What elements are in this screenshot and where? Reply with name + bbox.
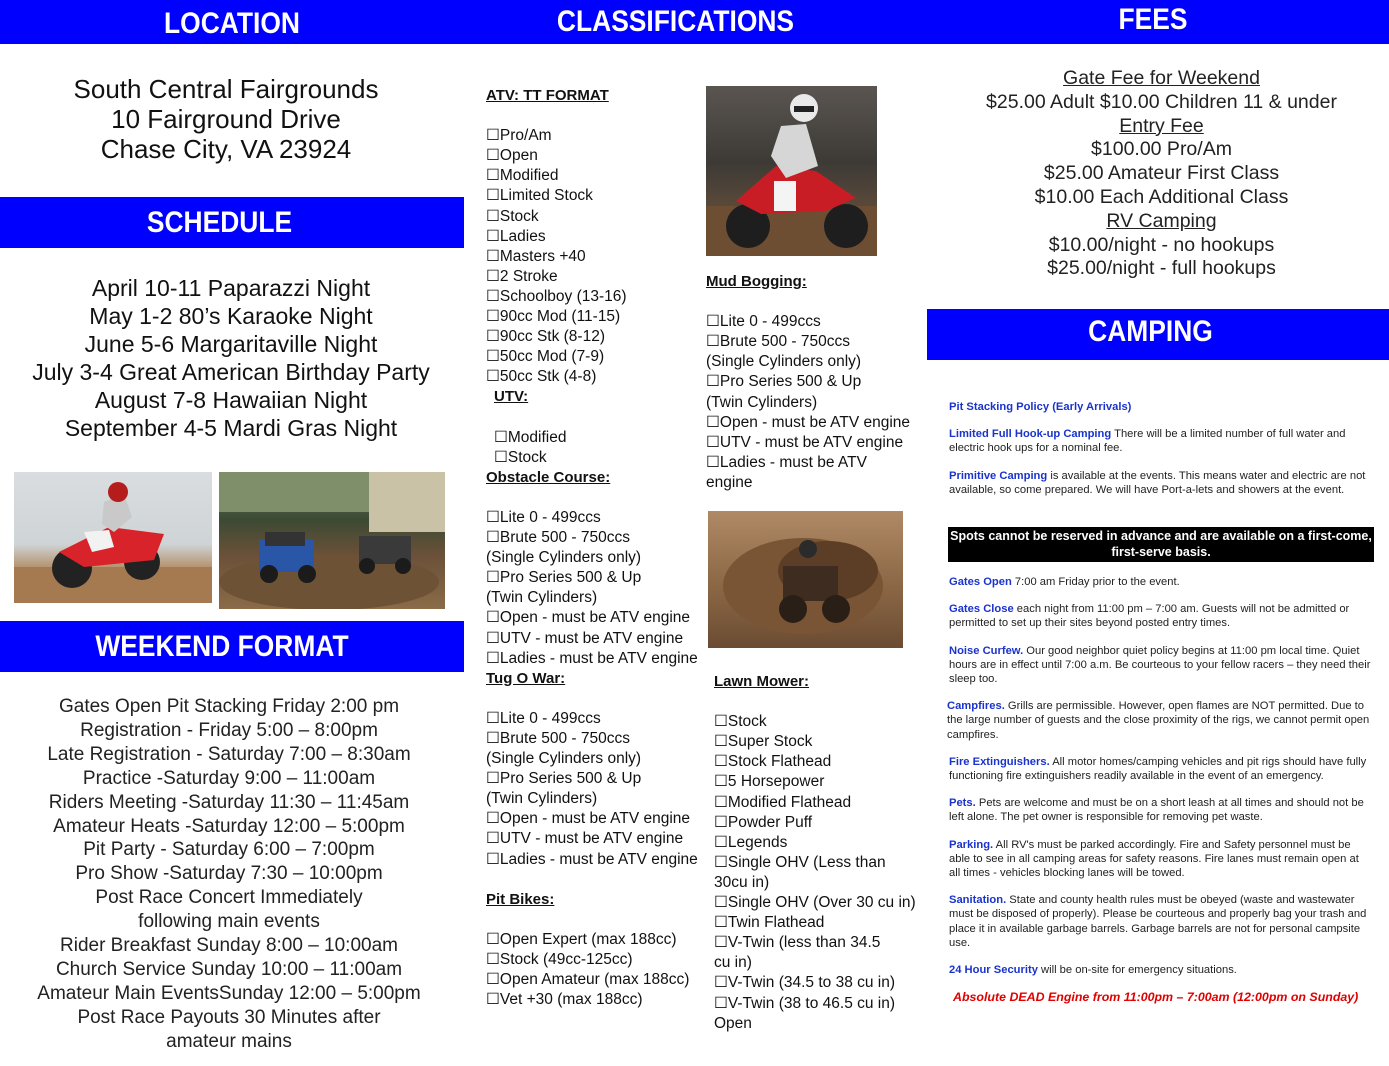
class-group-heading: Tug O War:: [486, 669, 566, 687]
class-option: ☐Masters +40: [486, 247, 586, 265]
dead-engine-notice: Absolute DEAD Engine from 11:00pm – 7:00am (12:00pm on Sunday): [953, 990, 1359, 1005]
class-option: ☐Lite 0 - 499ccs: [486, 709, 601, 727]
class-option: ☐Stock Flathead: [714, 753, 832, 771]
fee-item: $100.00 Pro/Am: [1091, 138, 1232, 161]
class-option: ☐V-Twin (34.5 to 38 cu in): [714, 974, 896, 992]
class-option: ☐Pro/Am: [486, 127, 552, 145]
class-option: (Twin Cylinders): [706, 393, 818, 411]
format-item: Amateur Main EventsSunday 12:00 – 5:00pm: [37, 982, 421, 1004]
limited-camping-title: Limited Full Hook-up Camping: [949, 428, 1112, 441]
format-item: Practice -Saturday 9:00 – 11:00am: [82, 767, 376, 789]
fee-item: $10.00 Each Additional Class: [1034, 185, 1289, 208]
format-item: Rider Breakfast Sunday 8:00 – 10:00am: [60, 935, 398, 957]
location-address: [0, 74, 452, 164]
format-item: Riders Meeting -Saturday 11:30 – 11:45am: [48, 791, 410, 813]
class-option: ☐Open - must be ATV engine: [486, 810, 691, 828]
class-option: ☐2 Stroke: [486, 267, 558, 285]
class-option: ☐Open - must be ATV engine: [486, 609, 691, 627]
schedule-item: May 1-2 80’s Karaoke Night: [89, 303, 373, 329]
spacer: [486, 408, 706, 428]
parking-text: All RV's must be parked accordingly. Fire and Safety personnel must be able to see in all camping areas for safety reasons. Fire lanes must remain open at all times - vehicles blocking lanes will be towed.: [949, 838, 1359, 880]
schedule-item: June 5-6 Margaritaville Night: [84, 331, 378, 357]
class-group-heading: UTV:: [494, 388, 529, 406]
format-item: Pit Party - Saturday 6:00 – 7:00pm: [83, 839, 375, 861]
address-line: Chase City, VA 23924: [100, 134, 352, 164]
format-item: Pro Show -Saturday 7:30 – 10:00pm: [75, 863, 383, 885]
class-option: engine: [706, 473, 753, 491]
address-line: 10 Fairground Drive: [111, 104, 341, 134]
class-option: ☐Stock: [494, 448, 547, 466]
class-option: ☐Open Amateur (max 188cc): [486, 971, 690, 989]
gates-close-text: each night from 11:00 pm – 7:00 am. Guests will not be admitted or permitted to set up their sites beyond posted entry times.: [949, 603, 1350, 630]
spacer: [486, 106, 706, 126]
fee-heading: Gate Fee for Weekend: [1063, 67, 1260, 89]
format-item: Post Race Concert Immediately: [95, 887, 363, 909]
class-option: (Single Cylinders only): [706, 353, 862, 371]
class-option: ☐Open: [486, 147, 538, 165]
class-group-heading: Pit Bikes:: [486, 890, 555, 908]
format-item: Late Registration - Saturday 7:00 – 8:30am: [47, 743, 411, 765]
class-option: ☐Open Expert (max 188cc): [486, 930, 677, 948]
class-option: ☐50cc Mod (7-9): [486, 348, 605, 366]
fee-item: $25.00 Amateur First Class: [1043, 162, 1280, 185]
schedule-list: [0, 274, 462, 442]
class-option: ☐Pro Series 500 & Up: [706, 373, 862, 391]
atv-rider-photo: [706, 86, 877, 256]
class-option: ☐V-Twin (less than 34.5: [714, 934, 881, 952]
fees-header: FEES: [927, 0, 1389, 44]
spacer: [486, 488, 706, 508]
class-option: cu in): [714, 954, 752, 972]
schedule-header: SCHEDULE: [0, 197, 464, 248]
class-option: ☐Schoolboy (13-16): [486, 287, 627, 305]
gates-close-title: Gates Close: [949, 603, 1014, 616]
class-option: ☐Legends: [714, 833, 788, 851]
class-option: (Single Cylinders only): [486, 750, 642, 768]
class-option: 30cu in): [714, 873, 770, 891]
class-option: ☐Super Stock: [714, 733, 813, 751]
class-option: ☐Twin Flathead: [714, 914, 825, 932]
noise-curfew-title: Noise Curfew.: [949, 644, 1024, 657]
class-option: ☐UTV - must be ATV engine: [706, 433, 904, 451]
class-option: ☐Brute 500 - 750ccs: [486, 529, 630, 547]
campfires-text: Grills are permissible. However, open flames are NOT permitted. Due to the large number of guests and the close proximity of the rigs, we cannot permit open campfires.: [947, 700, 1370, 741]
classifications-column-2: [706, 272, 921, 493]
format-item: Church Service Sunday 10:00 – 11:00am: [55, 958, 403, 980]
class-option: ☐5 Horsepower: [714, 773, 825, 791]
class-option: ☐90cc Mod (11-15): [486, 308, 621, 326]
class-option: ☐Ladies: [486, 227, 546, 245]
class-option: ☐Ladies - must be ATV engine: [486, 850, 698, 868]
campfires-title: Campfires.: [947, 700, 1005, 713]
fees-list: [934, 67, 1389, 281]
pets-text: Pets are welcome and must be on a short leash at all times and should not be left alone. The pet owner is responsible for removing pet waste.: [949, 797, 1364, 824]
class-option: ☐Modified: [486, 167, 559, 185]
class-option: (Twin Cylinders): [486, 589, 598, 607]
schedule-item: August 7-8 Hawaiian Night: [94, 387, 368, 413]
weekend-format-header: WEEKEND FORMAT: [0, 621, 464, 672]
fee-item: $10.00/night - no hookups: [1048, 233, 1275, 256]
spacer: [486, 689, 706, 709]
format-item: Amateur Heats -Saturday 12:00 – 5:00pm: [53, 815, 405, 837]
spots-notice: Spots cannot be reserved in advance and are available on a first-come, first-serve basis.: [948, 527, 1374, 562]
security-title: 24 Hour Security: [949, 964, 1038, 977]
security-text: will be on-site for emergency situations.: [1037, 964, 1237, 977]
class-option: ☐Stock: [714, 713, 767, 731]
class-option: ☐Single OHV (Over 30 cu in): [714, 894, 916, 912]
class-option: ☐Lite 0 - 499ccs: [486, 508, 601, 526]
gates-open-title: Gates Open: [949, 576, 1012, 588]
class-option: ☐Single OHV (Less than: [714, 853, 886, 871]
class-group-heading: Mud Bogging:: [706, 273, 807, 290]
class-option: ☐V-Twin (38 to 46.5 cu in): [714, 994, 896, 1012]
class-option: ☐Brute 500 - 750ccs: [486, 730, 630, 747]
classifications-column-1: [486, 86, 706, 1010]
class-option: ☐Ladies - must be ATV: [706, 453, 867, 471]
class-option: ☐Lite 0 - 499ccs: [706, 313, 821, 331]
class-option: ☐Vet +30 (max 188cc): [486, 991, 643, 1009]
format-item: amateur mains: [166, 1030, 292, 1052]
class-group-heading: Obstacle Course:: [486, 468, 611, 486]
class-option: Open: [714, 1014, 752, 1032]
fee-heading: Entry Fee: [1119, 114, 1204, 137]
class-option: (Single Cylinders only): [486, 549, 642, 567]
parking-title: Parking.: [949, 838, 994, 851]
sanitation-text: State and county health rules must be obeyed (waste and wastewater must be disposed of properly). Please be courteous and properly bag your trash and place it in available garbage barrels. Garbage barrels are not for personal campsite use.: [949, 894, 1367, 949]
class-option: ☐Limited Stock: [486, 187, 593, 205]
camping-policies: [949, 400, 1373, 510]
class-option: ☐Modified: [494, 428, 567, 446]
format-item: following main events: [138, 911, 320, 933]
fee-heading: RV Camping: [1106, 209, 1217, 232]
sanitation-title: Sanitation.: [949, 894, 1007, 907]
mud-bogging-photo: [708, 511, 903, 648]
pets-title: Pets.: [949, 797, 976, 810]
class-option: (Twin Cylinders): [486, 790, 598, 808]
atv-jump-photo: [14, 472, 212, 603]
class-option: ☐50cc Stk (4-8): [486, 368, 597, 386]
class-option: ☐90cc Stk (8-12): [486, 328, 605, 346]
class-option: ☐Powder Puff: [714, 813, 813, 831]
fire-extinguishers-text: All motor homes/camping vehicles and pit rigs should have fully functioning fire extinguishers readily available in the event of an emergency.: [949, 755, 1367, 783]
noise-curfew-text: Our good neighbor quiet policy begins at 11:00 pm local time. Quiet hours are in effect until 7:00 a.m. Be courteous to your fellow racers – they need their sleep too.: [949, 644, 1371, 686]
gates-open-text: 7:00 am Friday prior to the event.: [1011, 576, 1180, 588]
primitive-camping-title: Primitive Camping: [949, 469, 1048, 482]
class-option: ☐Open - must be ATV engine: [706, 413, 911, 431]
utv-mud-photo: [219, 472, 445, 609]
schedule-item: April 10-11 Paparazzi Night: [91, 275, 371, 301]
location-header: LOCATION: [0, 0, 464, 44]
format-item: Registration - Friday 5:00 – 8:00pm: [80, 719, 378, 741]
format-item: Gates Open Pit Stacking Friday 2:00 pm: [58, 696, 400, 717]
class-option: ☐Brute 500 - 750ccs: [706, 333, 850, 351]
spacer: [706, 292, 921, 312]
format-item: Post Race Payouts 30 Minutes after: [77, 1006, 381, 1028]
address-line: South Central Fairgrounds: [73, 74, 379, 104]
schedule-item: September 4-5 Mardi Gras Night: [64, 415, 398, 441]
class-option: ☐Pro Series 500 & Up: [486, 770, 642, 788]
class-option: ☐Pro Series 500 & Up: [486, 569, 642, 587]
fee-item: $25.00 Adult $10.00 Children 11 & under: [986, 90, 1337, 113]
class-option: ☐Ladies - must be ATV engine: [486, 649, 698, 667]
schedule-item: July 3-4 Great American Birthday Party: [32, 359, 430, 385]
limited-camping-text: There will be a limited number of full water and electric hook ups for a nominal fee.: [949, 428, 1346, 455]
fire-extinguishers-title: Fire Extinguishers.: [949, 755, 1050, 768]
class-option: ☐UTV - must be ATV engine: [486, 629, 684, 647]
camping-rules: [949, 575, 1373, 1018]
primitive-camping-text: is available at the events. This means water and electric are not available, so come prepared. We will have Port-a-lets and showers at the event.: [949, 469, 1366, 496]
spacer: [486, 910, 706, 930]
class-option: ☐Stock (49cc-125cc): [486, 951, 633, 969]
weekend-format-list: [0, 695, 458, 1054]
class-group-heading: ATV: TT FORMAT: [486, 87, 609, 104]
class-option: ☐UTV - must be ATV engine: [486, 830, 684, 848]
class-option: ☐Stock: [486, 207, 539, 225]
classifications-header: CLASSIFICATIONS: [464, 0, 927, 44]
camping-header: CAMPING: [927, 309, 1389, 360]
class-option: ☐Modified Flathead: [714, 793, 852, 811]
spacer: [486, 870, 706, 890]
fee-item: $25.00/night - full hookups: [1047, 257, 1276, 280]
class-group-heading: Lawn Mower:: [714, 673, 810, 690]
classifications-column-3: [714, 672, 929, 1034]
spacer: [714, 692, 929, 712]
pit-stacking-title: Pit Stacking Policy (Early Arrivals): [949, 401, 1132, 413]
